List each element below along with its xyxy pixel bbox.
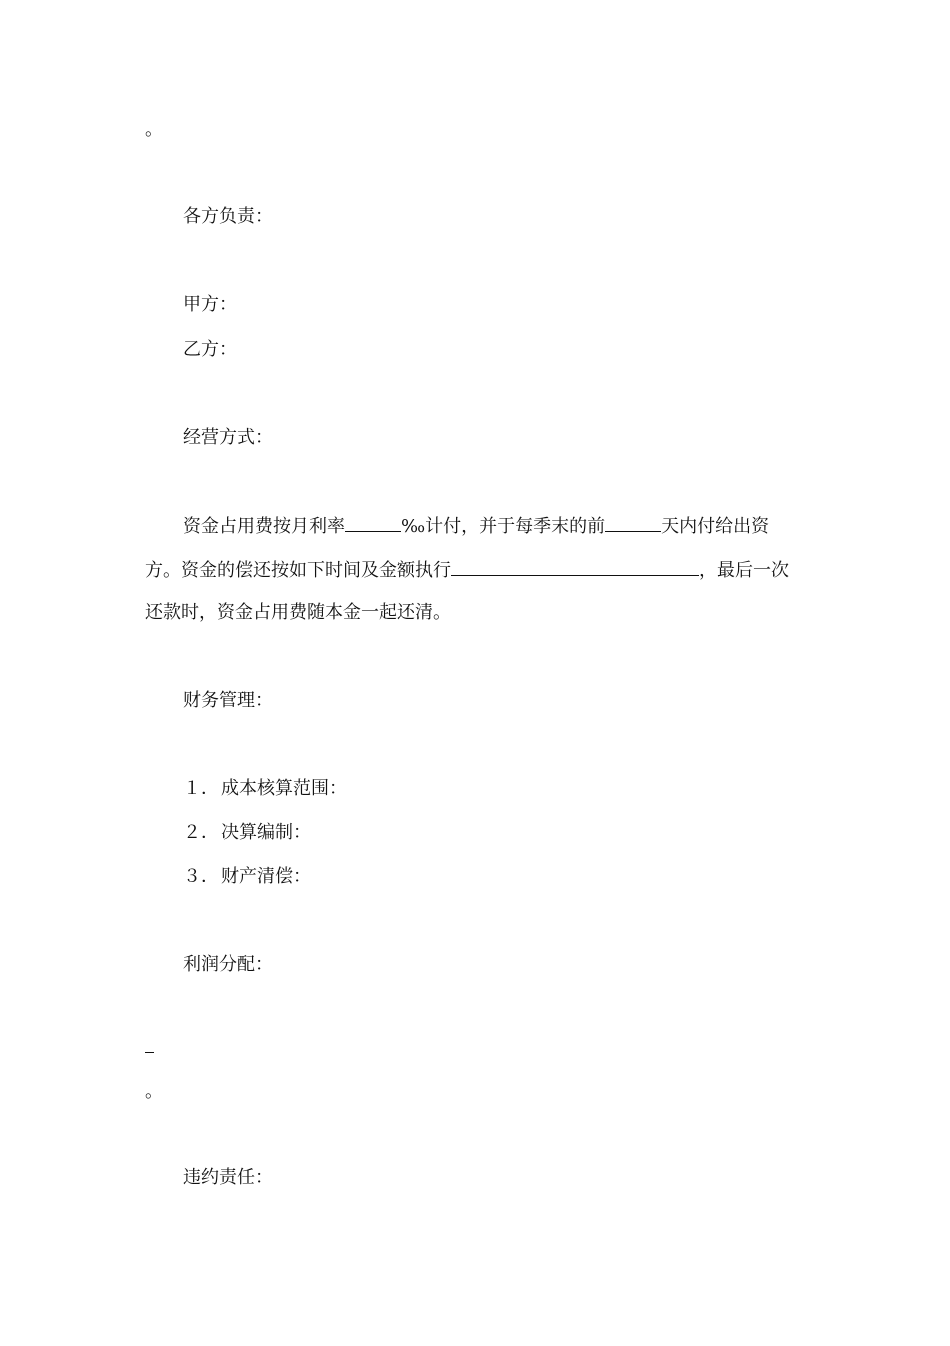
responsibility-heading: 各方负责： (183, 206, 273, 227)
interest-text-1: 资金占用费按月利率 (183, 516, 345, 537)
breach-heading: 违约责任： (183, 1167, 273, 1188)
interest-paragraph-line-3: 还款时，资金占用费随本金一起还清。 (145, 602, 451, 623)
interest-text-3: 天内付给出资 (661, 516, 770, 537)
finance-heading: 财务管理： (183, 690, 273, 711)
finance-item-number: １． (183, 778, 219, 799)
finance-item-number: ３． (183, 866, 219, 887)
finance-item-label: 成本核算范围： (221, 778, 347, 799)
finance-item (183, 821, 311, 845)
profit-heading: 利润分配： (183, 954, 273, 975)
repayment-schedule-blank[interactable] (451, 557, 699, 576)
leading-period: 。 (145, 119, 163, 140)
party-a-label: 甲方： (183, 294, 237, 315)
operation-heading: 经营方式： (183, 427, 273, 448)
monthly-rate-blank[interactable] (345, 513, 401, 532)
repayment-text-2: ，最后一次 (699, 560, 789, 581)
days-blank[interactable] (605, 513, 661, 532)
interest-text-2: ‰计付，并于每季末的前 (401, 516, 606, 537)
repayment-text-1: 方。资金的偿还按如下时间及金额执行 (145, 560, 451, 581)
finance-item (183, 865, 311, 889)
interest-paragraph-line-1 (183, 513, 769, 539)
profit-blank[interactable] (145, 1052, 154, 1053)
finance-item-label: 财产清偿： (221, 866, 311, 887)
interest-paragraph-line-2 (145, 557, 789, 583)
finance-item-number: ２． (183, 822, 219, 843)
party-b-label: 乙方： (183, 339, 237, 360)
finance-item (183, 777, 347, 801)
finance-item-label: 决算编制： (221, 822, 311, 843)
profit-period: 。 (145, 1081, 163, 1102)
